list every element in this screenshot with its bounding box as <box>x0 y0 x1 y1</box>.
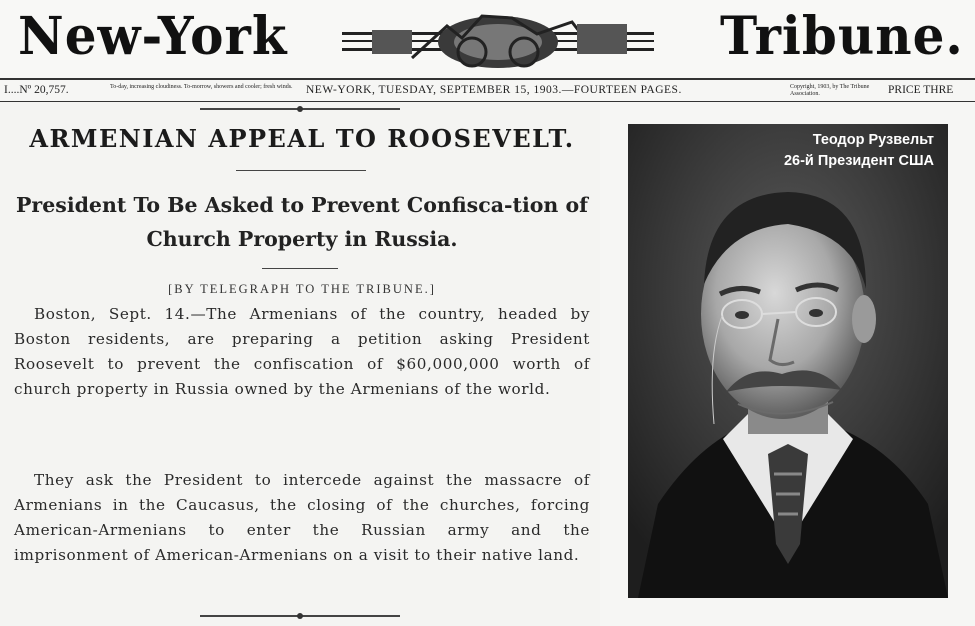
byline: [BY TELEGRAPH TO THE TRIBUNE.] <box>168 282 436 296</box>
dateline-main: NEW-YORK, TUESDAY, SEPTEMBER 15, 1903.—FOURTEEN PAGES. <box>306 84 682 96</box>
masthead <box>0 0 975 78</box>
dateline <box>0 81 975 101</box>
dateline-rule-top <box>0 78 975 80</box>
headline-divider <box>236 170 366 171</box>
price: PRICE THRE <box>888 84 954 96</box>
caption-line-2: 26-й Президент США <box>783 153 934 169</box>
portrait-photo-icon <box>628 124 948 598</box>
portrait-photo <box>628 124 948 598</box>
paragraph-1: Boston, Sept. 14.—The Armenians of the country, headed by Boston residents, are preparing a petition asking President Roosevelt to prevent the confiscation of $60,000,000 worth of church property in Russia owned by the Armenians of the world. <box>14 305 590 398</box>
subhead: President To Be Asked to Prevent Confisca-tion of Church Property in Russia. <box>16 193 588 251</box>
bottom-divider-dot <box>297 613 303 619</box>
issue-number: I....Nº 20,757. <box>4 84 69 96</box>
photo-caption <box>628 130 948 172</box>
subhead-divider <box>262 268 338 269</box>
top-divider-dot <box>297 106 303 112</box>
masthead-title-left: New-York <box>18 4 288 67</box>
article <box>0 102 600 626</box>
caption-line-1: Теодор Рузвельт <box>812 132 934 148</box>
weather-forecast: To-day, increasing cloudiness. To-morrow, showers and cooler; fresh winds. <box>110 84 293 90</box>
masthead-title-right: Tribune. <box>720 4 964 67</box>
headline: ARMENIAN APPEAL TO ROOSEVELT. <box>29 124 575 153</box>
paragraph-2: They ask the President to intercede against the massacre of Armenians in the Caucasus, the closing of the churches, forcing American-Armenians to enter the Russian army and the imprisonment of American-Armenians on a visit to their native land. <box>14 471 590 564</box>
allegorical-emblem-icon <box>342 8 654 70</box>
copyright-notice: Copyright, 1903, by The Tribune Association. <box>790 84 870 97</box>
